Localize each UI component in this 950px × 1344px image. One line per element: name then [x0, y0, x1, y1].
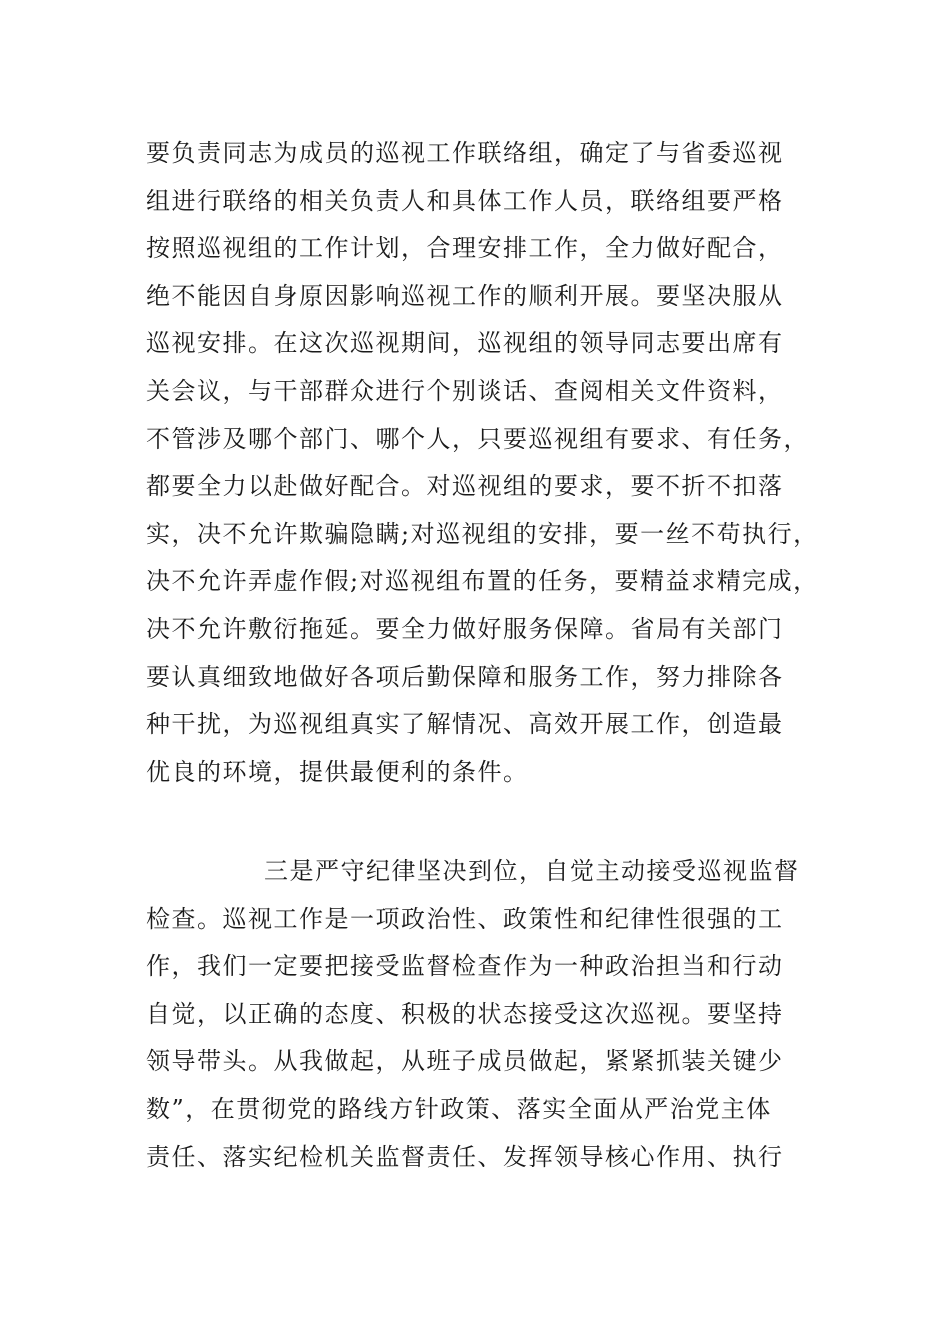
text-line-indented: 三是严守纪律坚决到位，自觉主动接受巡视监督 — [264, 857, 800, 885]
text-line: 不管涉及哪个部门、哪个人，只要巡视组有要求、有任务， — [146, 424, 809, 453]
text-line: 要负责同志为成员的巡视工作联络组，确定了与省委巡视 — [146, 139, 784, 167]
text-line: 决不允许弄虚作假;对巡视组布置的任务，要精益求精完成， — [146, 567, 819, 596]
text-line: 巡视安排。在这次巡视期间，巡视组的领导同志要出席有 — [146, 329, 784, 358]
text-line: 组进行联络的相关负责人和具体工作人员，联络组要严格 — [146, 186, 784, 215]
text-line: 责任、落实纪检机关监督责任、发挥领导核心作用、执行 — [146, 1142, 784, 1171]
text-line: 领导带头。从我做起，从班子成员做起，紧紧抓装关键少 — [146, 1047, 784, 1076]
text-line: 按照巡视组的工作计划，合理安排工作，全力做好配合， — [146, 234, 784, 263]
text-line: 自觉，以正确的态度、积极的状态接受这次巡视。要坚持 — [146, 999, 784, 1028]
text-line: 检查。巡视工作是一项政治性、政策性和纪律性很强的工 — [146, 904, 784, 933]
text-line: 都要全力以赴做好配合。对巡视组的要求，要不折不扣落 — [146, 472, 784, 501]
text-line: 种干扰，为巡视组真实了解情况、高效开展工作，创造最 — [146, 710, 784, 739]
text-line: 决不允许敷衍拖延。要全力做好服务保障。省局有关部门 — [146, 614, 784, 643]
text-line: 绝不能因自身原因影响巡视工作的顺利开展。要坚决服从 — [146, 281, 784, 310]
text-line: 要认真细致地做好各项后勤保障和服务工作，努力排除各 — [146, 662, 784, 691]
paragraph-2 — [146, 848, 826, 1181]
text-line: 作，我们一定要把接受监督检查作为一种政治担当和行动 — [146, 952, 784, 981]
text-line: 关会议，与干部群众进行个别谈话、查阅相关文件资料， — [146, 376, 784, 405]
text-line: 优良的环境，提供最便利的条件。 — [146, 757, 529, 786]
text-line: 实，决不允许欺骗隐瞒;对巡视组的安排，要一丝不苟执行， — [146, 519, 819, 548]
paragraph-1 — [146, 130, 826, 796]
text-line: 数”，在贯彻党的路线方针政策、落实全面从严治党主体 — [146, 1094, 772, 1123]
